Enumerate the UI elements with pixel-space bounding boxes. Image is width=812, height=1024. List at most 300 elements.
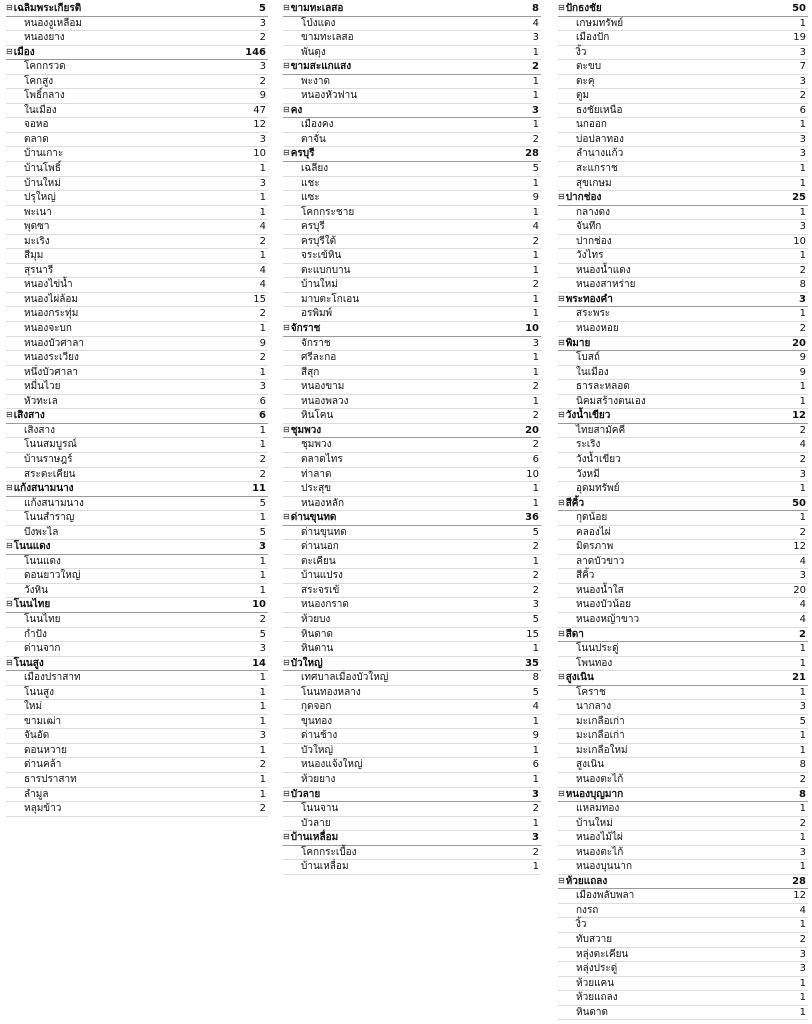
- subdistrict-count: 6: [799, 104, 806, 116]
- subdistrict-name: โนนแดง: [24, 555, 61, 567]
- subdistrict-row: [558, 89, 808, 104]
- subdistrict-row: [283, 729, 541, 744]
- subdistrict-row: [558, 540, 808, 555]
- subdistrict-count: 1: [259, 701, 266, 713]
- subdistrict-row: [283, 715, 541, 730]
- subdistrict-count: 1: [259, 686, 266, 698]
- subdistrict-count: 1: [799, 483, 806, 495]
- subdistrict-count: 2: [259, 468, 266, 480]
- subdistrict-row: [558, 46, 808, 61]
- subdistrict-name: คลองไผ่: [576, 526, 611, 538]
- subdistrict-name: หลุมข้าว: [24, 803, 62, 815]
- district-group-row[interactable]: [6, 46, 268, 61]
- district-count: 28: [792, 875, 806, 887]
- subdistrict-name: หนึ่งบัวศาลา: [24, 366, 78, 378]
- subdistrict-count: 2: [532, 439, 539, 451]
- subdistrict-row: [6, 191, 268, 206]
- subdistrict-count: 2: [259, 352, 266, 364]
- subdistrict-count: 6: [532, 453, 539, 465]
- subdistrict-row: [6, 17, 268, 32]
- subdistrict-name: บัวลาย: [301, 817, 331, 829]
- subdistrict-name: บึงพะไล: [24, 526, 59, 538]
- subdistrict-count: 1: [532, 293, 539, 305]
- subdistrict-count: 10: [526, 468, 539, 480]
- subdistrict-row: [6, 526, 268, 541]
- subdistrict-count: 2: [259, 308, 266, 320]
- district-group-row[interactable]: [558, 409, 808, 424]
- subdistrict-name: มะเกลือเก่า: [576, 715, 625, 727]
- subdistrict-row: [6, 438, 268, 453]
- subdistrict-name: หนองตะไก้: [576, 846, 624, 858]
- district-group-row[interactable]: [558, 671, 808, 686]
- district-count: 3: [532, 104, 539, 116]
- subdistrict-count: 4: [532, 221, 539, 233]
- subdistrict-row: [558, 831, 808, 846]
- subdistrict-row: [283, 598, 541, 613]
- subdistrict-name: หนองระเวียง: [24, 352, 79, 364]
- subdistrict-count: 3: [259, 643, 266, 655]
- subdistrict-row: [558, 511, 808, 526]
- subdistrict-count: 6: [259, 395, 266, 407]
- subdistrict-name: บ้านโพธิ์: [24, 163, 61, 175]
- subdistrict-count: 4: [259, 264, 266, 276]
- subdistrict-row: [558, 366, 808, 381]
- subdistrict-name: โคราช: [576, 686, 606, 698]
- subdistrict-row: [558, 395, 808, 410]
- district-group-row[interactable]: [283, 788, 541, 803]
- subdistrict-row: [283, 453, 541, 468]
- subdistrict-name: สูงเนิน: [576, 759, 605, 771]
- subdistrict-count: 1: [532, 715, 539, 727]
- subdistrict-row: [558, 657, 808, 672]
- subdistrict-row: [6, 162, 268, 177]
- subdistrict-count: 3: [259, 17, 266, 29]
- subdistrict-count: 2: [259, 453, 266, 465]
- subdistrict-count: 1: [259, 439, 266, 451]
- subdistrict-row: [6, 671, 268, 686]
- subdistrict-count: 2: [799, 323, 806, 335]
- subdistrict-row: [283, 75, 541, 90]
- subdistrict-count: 9: [799, 366, 806, 378]
- subdistrict-count: 1: [799, 395, 806, 407]
- district-count: 2: [799, 628, 806, 640]
- subdistrict-row: [558, 133, 808, 148]
- subdistrict-name: หนองสาหร่าย: [576, 279, 636, 291]
- subdistrict-row: [283, 569, 541, 584]
- district-group-row[interactable]: [283, 60, 541, 75]
- subdistrict-row: [558, 206, 808, 221]
- subdistrict-count: 2: [799, 424, 806, 436]
- subdistrict-count: 1: [259, 744, 266, 756]
- subdistrict-name: แซะ: [301, 192, 320, 204]
- subdistrict-row: [558, 17, 808, 32]
- subdistrict-count: 2: [532, 541, 539, 553]
- subdistrict-name: ในเมือง: [576, 366, 609, 378]
- subdistrict-name: ระเริง: [576, 439, 601, 451]
- district-group-row[interactable]: [558, 337, 808, 352]
- subdistrict-name: ห้วยแคน: [576, 977, 615, 989]
- subdistrict-count: 1: [532, 206, 539, 218]
- subdistrict-name: มะเกลือใหม่: [576, 744, 628, 756]
- subdistrict-name: แหลมทอง: [576, 803, 620, 815]
- subdistrict-row: [283, 337, 541, 352]
- subdistrict-count: 1: [799, 686, 806, 698]
- subdistrict-row: [6, 380, 268, 395]
- subdistrict-count: 1: [799, 308, 806, 320]
- subdistrict-name: เมืองปัก: [576, 32, 610, 44]
- subdistrict-count: 6: [532, 759, 539, 771]
- subdistrict-name: กุดจอก: [301, 701, 332, 713]
- subdistrict-row: [6, 715, 268, 730]
- subdistrict-row: [558, 904, 808, 919]
- subdistrict-name: วังไทร: [576, 250, 604, 262]
- district-name: ⊟ ด่านขุนทด: [283, 511, 336, 526]
- subdistrict-count: 3: [259, 133, 266, 145]
- subdistrict-row: [6, 555, 268, 570]
- subdistrict-name: โนนประดู่: [576, 643, 619, 655]
- subdistrict-name: หนองขาม: [301, 381, 345, 393]
- subdistrict-row: [6, 758, 268, 773]
- district-group-row[interactable]: [6, 409, 268, 424]
- subdistrict-row: [6, 802, 268, 817]
- subdistrict-name: โคกสูง: [24, 75, 54, 87]
- district-group-row[interactable]: [558, 191, 808, 206]
- subdistrict-name: บ้านใหม่: [24, 177, 61, 189]
- subdistrict-row: [283, 860, 541, 875]
- subdistrict-count: 2: [799, 264, 806, 276]
- subdistrict-count: 1: [259, 773, 266, 785]
- subdistrict-row: [558, 729, 808, 744]
- subdistrict-count: 1: [259, 163, 266, 175]
- district-name: ⊟ ขามสะแกแสง: [283, 60, 351, 75]
- subdistrict-count: 8: [799, 279, 806, 291]
- subdistrict-name: ครบุรี: [301, 221, 325, 233]
- subdistrict-name: งิ้ว: [576, 919, 587, 931]
- subdistrict-name: ท่าลาด: [301, 468, 332, 480]
- subdistrict-row: [558, 249, 808, 264]
- subdistrict-name: หนองบัวน้อย: [576, 599, 631, 611]
- subdistrict-row: [283, 46, 541, 61]
- subdistrict-count: 9: [259, 337, 266, 349]
- subdistrict-count: 3: [259, 61, 266, 73]
- subdistrict-row: [283, 526, 541, 541]
- subdistrict-name: ธงชัยเหนือ: [576, 104, 623, 116]
- subdistrict-count: 2: [799, 90, 806, 102]
- subdistrict-name: สะแกราช: [576, 163, 618, 175]
- district-group-row[interactable]: [283, 2, 541, 17]
- subdistrict-row: [558, 380, 808, 395]
- pivot-column-1: [6, 2, 268, 817]
- subdistrict-name: กงรถ: [576, 904, 599, 916]
- district-group-row[interactable]: [283, 831, 541, 846]
- subdistrict-name: หนองพลวง: [301, 395, 349, 407]
- subdistrict-row: [283, 540, 541, 555]
- district-group-row[interactable]: [6, 2, 268, 17]
- district-group-row[interactable]: [283, 104, 541, 119]
- subdistrict-row: [6, 177, 268, 192]
- subdistrict-count: 1: [799, 643, 806, 655]
- district-count: 21: [792, 672, 806, 684]
- subdistrict-name: วังหิน: [24, 584, 48, 596]
- subdistrict-count: 2: [259, 613, 266, 625]
- subdistrict-row: [283, 584, 541, 599]
- subdistrict-name: ศรีละกอ: [301, 352, 337, 364]
- subdistrict-name: สุขเกษม: [576, 177, 612, 189]
- subdistrict-row: [283, 744, 541, 759]
- subdistrict-row: [283, 409, 541, 424]
- subdistrict-name: หนองหอย: [576, 323, 619, 335]
- district-name: ⊟ ครบุรี: [283, 147, 314, 162]
- district-group-row[interactable]: [558, 875, 808, 890]
- subdistrict-count: 1: [799, 861, 806, 873]
- district-count: 12: [792, 410, 806, 422]
- subdistrict-count: 2: [259, 235, 266, 247]
- subdistrict-count: 2: [259, 759, 266, 771]
- district-name: ⊟ บัวใหญ่: [283, 657, 323, 672]
- district-name: ⊟ หนองบุญมาก: [558, 788, 623, 803]
- subdistrict-name: สระตะเคียน: [24, 468, 76, 480]
- subdistrict-name: โคกกระเบื้อง: [301, 846, 357, 858]
- district-name: ⊟ พระทองคำ: [558, 293, 613, 308]
- subdistrict-name: โนนจาน: [301, 803, 339, 815]
- subdistrict-count: 2: [799, 773, 806, 785]
- subdistrict-row: [6, 118, 268, 133]
- district-count: 10: [252, 599, 266, 611]
- district-group-row[interactable]: [283, 147, 541, 162]
- subdistrict-count: 1: [799, 250, 806, 262]
- subdistrict-name: มาบตะโกเอน: [301, 293, 360, 305]
- subdistrict-name: โคกกรวด: [24, 61, 66, 73]
- subdistrict-row: [283, 133, 541, 148]
- district-name: ⊟ เมือง: [6, 46, 35, 61]
- subdistrict-row: [283, 773, 541, 788]
- district-group-row[interactable]: [558, 293, 808, 308]
- subdistrict-row: [283, 497, 541, 512]
- district-name: ⊟ สูงเนิน: [558, 671, 594, 686]
- district-name: ⊟ บ้านเหลื่อม: [283, 831, 338, 846]
- subdistrict-count: 3: [259, 730, 266, 742]
- subdistrict-row: [6, 700, 268, 715]
- subdistrict-row: [283, 468, 541, 483]
- subdistrict-name: โนนสูง: [24, 686, 55, 698]
- subdistrict-name: หนองน้ำแดง: [576, 264, 631, 276]
- subdistrict-count: 2: [799, 526, 806, 538]
- district-name: ⊟ ขามทะเลสอ: [283, 2, 343, 17]
- subdistrict-count: 1: [259, 555, 266, 567]
- subdistrict-count: 9: [532, 192, 539, 204]
- subdistrict-name: บ้านใหม่: [301, 279, 338, 291]
- subdistrict-row: [558, 438, 808, 453]
- subdistrict-row: [6, 729, 268, 744]
- subdistrict-row: [6, 249, 268, 264]
- subdistrict-count: 1: [259, 424, 266, 436]
- district-group-row[interactable]: [6, 598, 268, 613]
- subdistrict-count: 1: [799, 1006, 806, 1018]
- subdistrict-count: 2: [532, 381, 539, 393]
- subdistrict-count: 2: [532, 279, 539, 291]
- subdistrict-count: 2: [532, 235, 539, 247]
- subdistrict-row: [558, 60, 808, 75]
- district-count: 8: [532, 3, 539, 14]
- subdistrict-name: ด่านขุนทด: [301, 526, 347, 538]
- subdistrict-count: 15: [253, 293, 266, 305]
- subdistrict-row: [558, 846, 808, 861]
- subdistrict-name: หนองหญ้าขาว: [576, 613, 640, 625]
- subdistrict-count: 1: [259, 584, 266, 596]
- subdistrict-count: 4: [799, 613, 806, 625]
- district-group-row[interactable]: [6, 482, 268, 497]
- subdistrict-count: 4: [799, 555, 806, 567]
- district-count: 146: [245, 46, 266, 58]
- subdistrict-count: 3: [799, 570, 806, 582]
- subdistrict-name: จันทึก: [576, 221, 602, 233]
- subdistrict-name: ใหม่: [24, 701, 43, 713]
- subdistrict-row: [6, 75, 268, 90]
- subdistrict-name: ขุนทอง: [301, 715, 333, 727]
- district-name: ⊟ เสิงสาง: [6, 409, 45, 424]
- subdistrict-count: 1: [532, 75, 539, 87]
- subdistrict-name: พะงาด: [301, 75, 330, 87]
- subdistrict-count: 7: [799, 61, 806, 73]
- district-group-row[interactable]: [558, 497, 808, 512]
- subdistrict-row: [283, 758, 541, 773]
- subdistrict-count: 1: [532, 773, 539, 785]
- subdistrict-count: 3: [799, 133, 806, 145]
- subdistrict-count: 1: [532, 497, 539, 509]
- subdistrict-name: ด่านนอก: [301, 541, 339, 553]
- subdistrict-count: 2: [259, 75, 266, 87]
- subdistrict-row: [558, 962, 808, 977]
- subdistrict-count: 1: [532, 119, 539, 131]
- subdistrict-row: [6, 337, 268, 352]
- subdistrict-name: โคกกระชาย: [301, 206, 355, 218]
- subdistrict-count: 1: [259, 512, 266, 524]
- subdistrict-name: ขามทะเลสอ: [301, 32, 354, 44]
- subdistrict-name: หัวทะเล: [24, 395, 58, 407]
- subdistrict-row: [283, 220, 541, 235]
- subdistrict-count: 1: [259, 366, 266, 378]
- subdistrict-row: [558, 569, 808, 584]
- district-group-row[interactable]: [558, 788, 808, 803]
- subdistrict-row: [558, 918, 808, 933]
- subdistrict-name: หินดาด: [301, 628, 334, 640]
- subdistrict-row: [558, 235, 808, 250]
- subdistrict-row: [558, 31, 808, 46]
- subdistrict-name: ไทยสามัคคี: [576, 424, 626, 436]
- district-group-row[interactable]: [283, 657, 541, 672]
- subdistrict-row: [283, 380, 541, 395]
- district-group-row[interactable]: [283, 511, 541, 526]
- subdistrict-row: [558, 686, 808, 701]
- district-group-row[interactable]: [6, 540, 268, 555]
- subdistrict-count: 2: [532, 570, 539, 582]
- subdistrict-row: [558, 162, 808, 177]
- subdistrict-row: [558, 307, 808, 322]
- district-group-row[interactable]: [558, 2, 808, 17]
- subdistrict-count: 1: [532, 90, 539, 102]
- subdistrict-row: [6, 395, 268, 410]
- subdistrict-count: 1: [259, 323, 266, 335]
- subdistrict-count: 5: [259, 526, 266, 538]
- subdistrict-row: [6, 744, 268, 759]
- subdistrict-row: [558, 700, 808, 715]
- subdistrict-name: โพนทอง: [576, 657, 613, 669]
- subdistrict-name: หนองหลัก: [301, 497, 345, 509]
- subdistrict-count: 8: [799, 759, 806, 771]
- subdistrict-name: สีคิ้ว: [576, 570, 595, 582]
- subdistrict-row: [558, 598, 808, 613]
- district-group-row[interactable]: [6, 657, 268, 672]
- subdistrict-row: [558, 118, 808, 133]
- subdistrict-name: แชะ: [301, 177, 320, 189]
- subdistrict-count: 1: [532, 483, 539, 495]
- subdistrict-row: [6, 511, 268, 526]
- subdistrict-count: 4: [532, 17, 539, 29]
- subdistrict-row: [6, 686, 268, 701]
- subdistrict-name: ปากช่อง: [576, 235, 612, 247]
- subdistrict-count: 5: [799, 715, 806, 727]
- subdistrict-row: [6, 628, 268, 643]
- district-group-row[interactable]: [283, 322, 541, 337]
- district-group-row[interactable]: [558, 628, 808, 643]
- subdistrict-row: [558, 744, 808, 759]
- subdistrict-row: [558, 468, 808, 483]
- subdistrict-count: 1: [799, 803, 806, 815]
- subdistrict-name: งิ้ว: [576, 46, 587, 58]
- subdistrict-name: ด่านคล้า: [24, 759, 62, 771]
- subdistrict-name: อุดมทรัพย์: [576, 483, 620, 495]
- subdistrict-name: หลุ่งประดู่: [576, 963, 618, 975]
- subdistrict-name: ด่านจาก: [24, 643, 61, 655]
- district-count: 3: [532, 788, 539, 800]
- subdistrict-count: 3: [799, 963, 806, 975]
- subdistrict-name: ตะขบ: [576, 61, 602, 73]
- subdistrict-row: [6, 89, 268, 104]
- subdistrict-count: 3: [799, 75, 806, 87]
- subdistrict-name: ลำนางแก้ว: [576, 148, 624, 160]
- subdistrict-count: 4: [799, 904, 806, 916]
- subdistrict-row: [558, 933, 808, 948]
- district-name: ⊟ จักราช: [283, 322, 320, 337]
- subdistrict-row: [558, 642, 808, 657]
- subdistrict-name: นากลาง: [576, 701, 612, 713]
- subdistrict-count: 1: [532, 395, 539, 407]
- subdistrict-name: สีสุก: [301, 366, 320, 378]
- subdistrict-name: หนองไข่น้ำ: [24, 279, 73, 291]
- district-group-row[interactable]: [283, 424, 541, 439]
- district-count: 50: [792, 497, 806, 509]
- subdistrict-row: [283, 278, 541, 293]
- subdistrict-name: ด่านช้าง: [301, 730, 338, 742]
- subdistrict-row: [558, 860, 808, 875]
- subdistrict-count: 1: [532, 366, 539, 378]
- district-count: 3: [532, 832, 539, 844]
- subdistrict-count: 1: [799, 832, 806, 844]
- subdistrict-name: เมืองพลับพลา: [576, 890, 635, 902]
- subdistrict-row: [6, 220, 268, 235]
- subdistrict-name: ลำมูล: [24, 788, 49, 800]
- subdistrict-name: หนองงูเหลือม: [24, 17, 82, 29]
- subdistrict-count: 20: [793, 584, 806, 596]
- subdistrict-count: 5: [532, 686, 539, 698]
- pivot-column-2: [283, 2, 541, 875]
- subdistrict-row: [283, 628, 541, 643]
- subdistrict-count: 5: [532, 613, 539, 625]
- subdistrict-row: [558, 758, 808, 773]
- subdistrict-count: 5: [532, 163, 539, 175]
- subdistrict-count: 2: [532, 133, 539, 145]
- subdistrict-row: [6, 424, 268, 439]
